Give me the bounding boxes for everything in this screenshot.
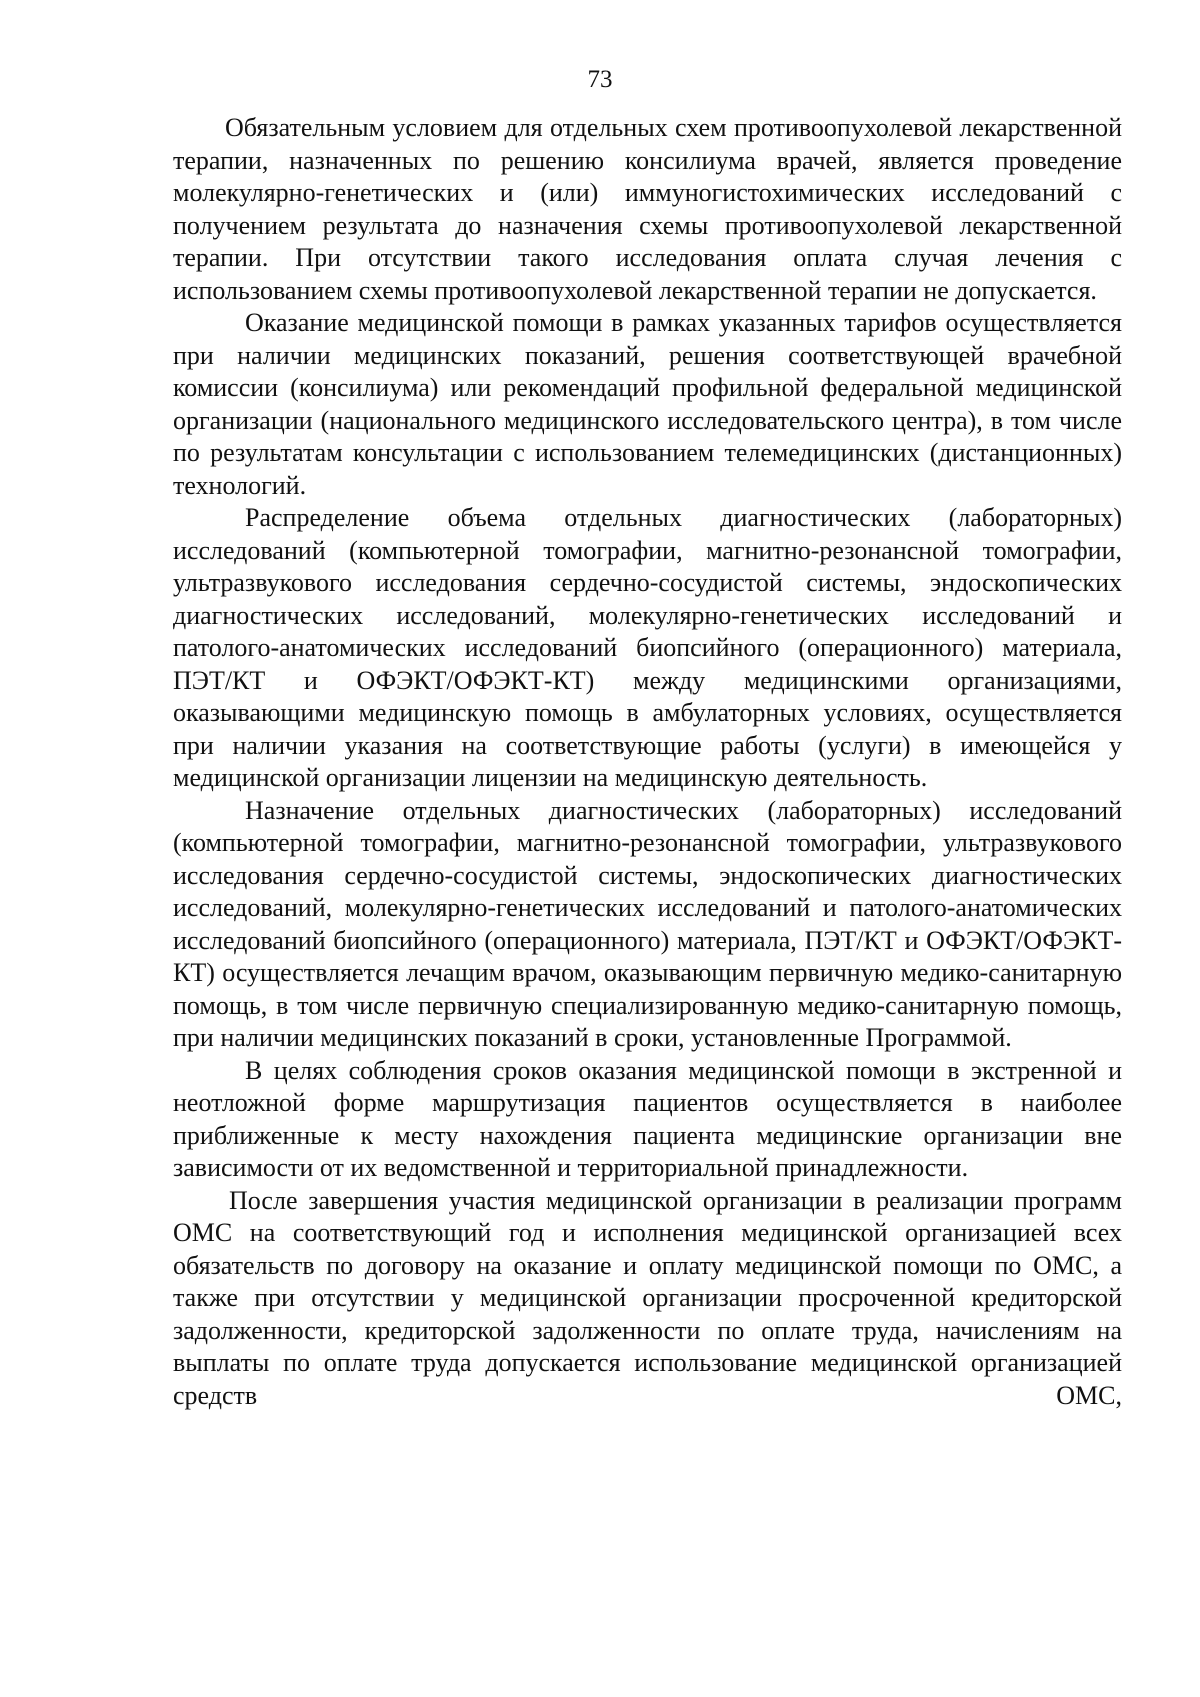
paragraph-3: Распределение объема отдельных диагностических (лабораторных) исследований (компьютерной томографии, магнитно-резонансной томографии, ультразвукового исследования сердечно-сосудистой системы, эндоскопических диагностических исследований, молекулярно-генетических исследований и патолого-анатомических исследований биопсийного (операционного) материала, ПЭТ/КТ и ОФЭКТ/ОФЭКТ-КТ) между медицинскими организациями, оказывающими медицинскую помощь в амбулаторных условиях, осуществляется при наличии указания на соответствующие работы (услуги) в имеющейся у медицинской организации лицензии на медицинскую деятельность. — [173, 503, 1122, 792]
paragraph-5: В целях соблюдения сроков оказания медицинской помощи в экстренной и неотложной форме маршрутизация пациентов осуществляется в наиболее приближенные к месту нахождения пациента медицинские организации вне зависимости от их ведомственной и территориальной принадлежности. — [173, 1055, 1122, 1182]
page-number: 73 — [587, 66, 613, 93]
document-body — [173, 112, 1122, 1412]
paragraph-4: Назначение отдельных диагностических (лабораторных) исследований (компьютерной томографии, магнитно-резонансной томографии, ультразвукового исследования сердечно-сосудистой системы, эндоскопических диагностических исследований, молекулярно-генетических исследований и патолого-анатомических исследований биопсийного (операционного) материала, ПЭТ/КТ и ОФЭКТ/ОФЭКТ-КТ) осуществляется лечащим врачом, оказывающим первичную медико-санитарную помощь, в том числе первичную специализированную медико-санитарную помощь, при наличии медицинских показаний в сроки, установленные Программой. — [173, 795, 1122, 1052]
paragraph-2: Оказание медицинской помощи в рамках указанных тарифов осуществляется при наличии медицинских показаний, решения соответствующей врачебной комиссии (консилиума) или рекомендаций профильной федеральной медицинской организации (национального медицинского исследовательского центра), в том числе по результатам консультации с использованием телемедицинских (дистанционных) технологий. — [173, 308, 1122, 500]
paragraph-1: Обязательным условием для отдельных схем противоопухолевой лекарственной терапии, назначенных по решению консилиума врачей, является проведение молекулярно-генетических и (или) иммуногистохимических исследований с получением результата до назначения схемы противоопухолевой лекарственной терапии. При отсутствии такого исследования оплата случая лечения с использованием схемы противоопухолевой лекарственной терапии не допускается. — [173, 113, 1122, 305]
paragraph-6: После завершения участия медицинской организации в реализации программ ОМС на соответствующий год и исполнения медицинской организацией всех обязательств по договору на оказание и оплату медицинской помощи по ОМС, а также при отсутствии у медицинской организации просроченной кредиторской задолженности, кредиторской задолженности по оплате труда, начислениям на выплаты по оплате труда допускается использование медицинской организацией средств ОМС, — [173, 1185, 1122, 1410]
